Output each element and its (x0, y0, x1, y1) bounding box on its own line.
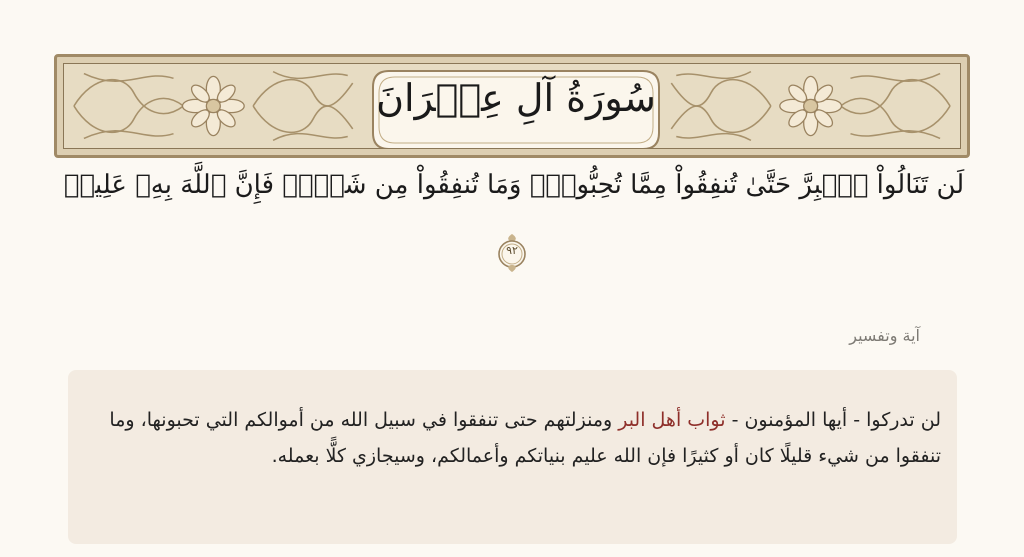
ayah-number-marker (496, 232, 528, 274)
tafsir-highlight: ثواب أهل البر (618, 409, 726, 431)
tafsir-label: آية وتفسير (849, 326, 920, 345)
tafsir-text (108, 402, 941, 474)
tafsir-text-end: ومنزلتهم حتى تنفقوا في سبيل الله من أموالكم التي تحبونها، وما تنفقوا من شيء قليلًا كان أو كثيرًا فإن الله عليم بنياتكم وأعمالكم، وسيجازي كلًّا بعمله. (109, 409, 941, 467)
tafsir-card (68, 370, 957, 544)
surah-name: سُورَةُ آلِ عِمۡرَانَ (376, 76, 656, 120)
verse-text: لَن تَنَالُواْ ٱلۡبِرَّ حَتَّىٰ تُنفِقُواْ مِمَّا تُحِبُّونَۚ وَمَا تُنفِقُواْ مِن شَيۡءٖ فَإِنَّ ٱللَّهَ بِهِۦ عَلِيمٞ (63, 170, 965, 200)
ayah-number: ٩٢ (506, 244, 518, 257)
surah-header-banner (54, 54, 970, 158)
left-rosette (182, 76, 244, 135)
right-rosette (780, 76, 842, 135)
tafsir-text-start: لن تدركوا - أيها المؤمنون - (725, 409, 941, 431)
surah-header-frame (63, 63, 961, 149)
